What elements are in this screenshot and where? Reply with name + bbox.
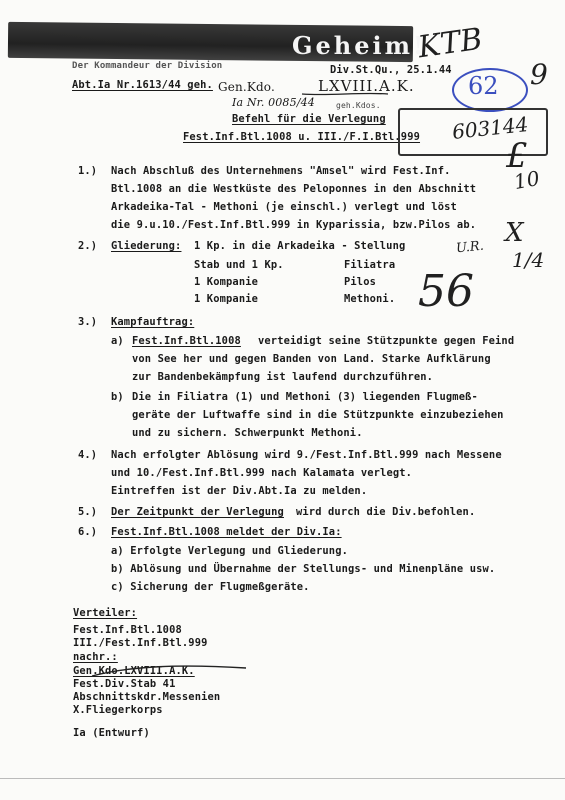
section-5-number: 5.)	[78, 506, 98, 518]
distribution-nachr-heading: nachr.:	[73, 651, 118, 663]
oval-stamp-number: 62	[468, 72, 499, 100]
section-1-line: die 9.u.10./Fest.Inf.Btl.999 in Kyparissia, bzw.Pilos ab.	[111, 219, 477, 231]
handwritten-x-mark: X	[505, 218, 524, 248]
section-3a-label: a)	[111, 335, 124, 347]
handwritten-side-mark-1: £	[506, 136, 528, 176]
order-title-line2: Fest.Inf.Btl.1008 u. III./F.I.Btl.999	[183, 131, 421, 143]
section-3b-line: und zu sichern. Schwerpunkt Methoni.	[132, 427, 363, 439]
section-4-number: 4.)	[78, 449, 98, 461]
handwritten-page-number: 9	[530, 58, 548, 91]
section-4-line: und 10./Fest.Inf.Btl.999 nach Kalamata verlegt.	[111, 467, 413, 479]
section-2-first-line: 1 Kp. in die Arkadeika - Stellung	[194, 240, 406, 252]
section-5-rest: wird durch die Div.befohlen.	[296, 506, 476, 518]
section-3a-line: zur Bandenbekämpfung ist laufend durchzuführen.	[132, 371, 434, 383]
header-corps-label: Gen.Kdo.	[218, 80, 275, 94]
section-5-heading: Der Zeitpunkt der Verlegung	[111, 506, 284, 518]
section-6-item: a) Erfolgte Verlegung und Gliederung.	[111, 545, 349, 557]
header-corps-number: LXVIII.A.K.	[318, 77, 415, 95]
header-reference: Abt.Ia Nr.1613/44 geh.	[72, 79, 213, 91]
section-3b-line: geräte der Luftwaffe sind in die Stützpunkte einzubeziehen	[132, 409, 504, 421]
secret-stamp-text: Geheim!	[292, 31, 427, 60]
section-2-unit: 1 Kompanie	[194, 276, 259, 288]
section-2-unit: Stab und 1 Kp.	[194, 259, 284, 271]
section-2-place: Methoni.	[344, 293, 396, 305]
section-1-line: Arkadeika-Tal - Methoni (je einschl.) verlegt und löst	[111, 201, 457, 213]
section-2-heading: Gliederung:	[111, 240, 182, 252]
section-2-place: Pilos	[344, 276, 377, 288]
distribution-nachr-line: Abschnittskdr.Messenien	[73, 691, 221, 703]
order-title-line1: Befehl für die Verlegung	[232, 113, 386, 125]
section-3b-label: b)	[111, 391, 124, 403]
section-4-line: Eintreffen ist der Div.Abt.Ia zu melden.	[111, 485, 368, 497]
handwritten-large-number: 56	[418, 266, 474, 317]
header-location-date: Div.St.Qu., 25.1.44	[330, 64, 452, 76]
section-3a-unit: Fest.Inf.Btl.1008	[132, 335, 241, 347]
section-3-number: 3.)	[78, 316, 98, 328]
section-1-line: Nach Abschluß des Unternehmens "Amsel" wird Fest.Inf.	[111, 165, 451, 177]
section-2-place: Filiatra	[344, 259, 396, 271]
section-3-heading: Kampfauftrag:	[111, 316, 195, 328]
section-6-item: c) Sicherung der Flugmeßgeräte.	[111, 581, 310, 593]
handwritten-ur-mark: U.R.	[455, 238, 485, 257]
distribution-line: III./Fest.Inf.Btl.999	[73, 637, 208, 649]
section-3b-line: Die in Filiatra (1) und Methoni (3) liegenden Flugmeß-	[132, 391, 478, 403]
handwritten-ktb-mark: KTB	[415, 21, 485, 66]
section-6-item: b) Ablösung und Übernahme der Stellungs- und Minenpläne usw.	[111, 563, 496, 575]
header-ia-number: Ia Nr. 0085/44	[232, 96, 315, 109]
section-1-number: 1.)	[78, 165, 98, 177]
header-classification: geh.Kdos.	[336, 101, 381, 110]
section-6-heading: Fest.Inf.Btl.1008 meldet der Div.Ia:	[111, 526, 342, 538]
section-2-unit: 1 Kompanie	[194, 293, 259, 305]
distribution-heading: Verteiler:	[73, 607, 138, 619]
distribution-nachr-line: X.Fliegerkorps	[73, 704, 163, 716]
stamp-handwritten-number: 603144	[450, 112, 530, 144]
pen-strike-line	[90, 662, 250, 682]
section-3a-line: verteidigt seine Stützpunkte gegen Feind	[258, 335, 515, 347]
section-1-line: Btl.1008 an die Westküste des Peloponnes in den Abschnitt	[111, 183, 477, 195]
handwritten-fraction-mark: 1/4	[512, 248, 545, 272]
distribution-nachr-line: Fest.Div.Stab 41	[73, 678, 176, 690]
pen-underline	[300, 84, 390, 98]
handwritten-side-mark-2: 10	[512, 165, 542, 195]
section-2-number: 2.)	[78, 240, 98, 252]
header-origin: Der Kommandeur der Division	[72, 61, 223, 71]
section-3a-line: von See her und gegen Banden von Land. Starke Aufklärung	[132, 353, 491, 365]
distribution-nachr-line: Gen.Kdo.LXVIII.A.K.	[73, 665, 195, 677]
distribution-line: Fest.Inf.Btl.1008	[73, 624, 182, 636]
distribution-nachr-line: Ia (Entwurf)	[73, 727, 150, 739]
scan-edge-line	[0, 778, 565, 779]
section-6-number: 6.)	[78, 526, 98, 538]
section-4-line: Nach erfolgter Ablösung wird 9./Fest.Inf.Btl.999 nach Messene	[111, 449, 502, 461]
